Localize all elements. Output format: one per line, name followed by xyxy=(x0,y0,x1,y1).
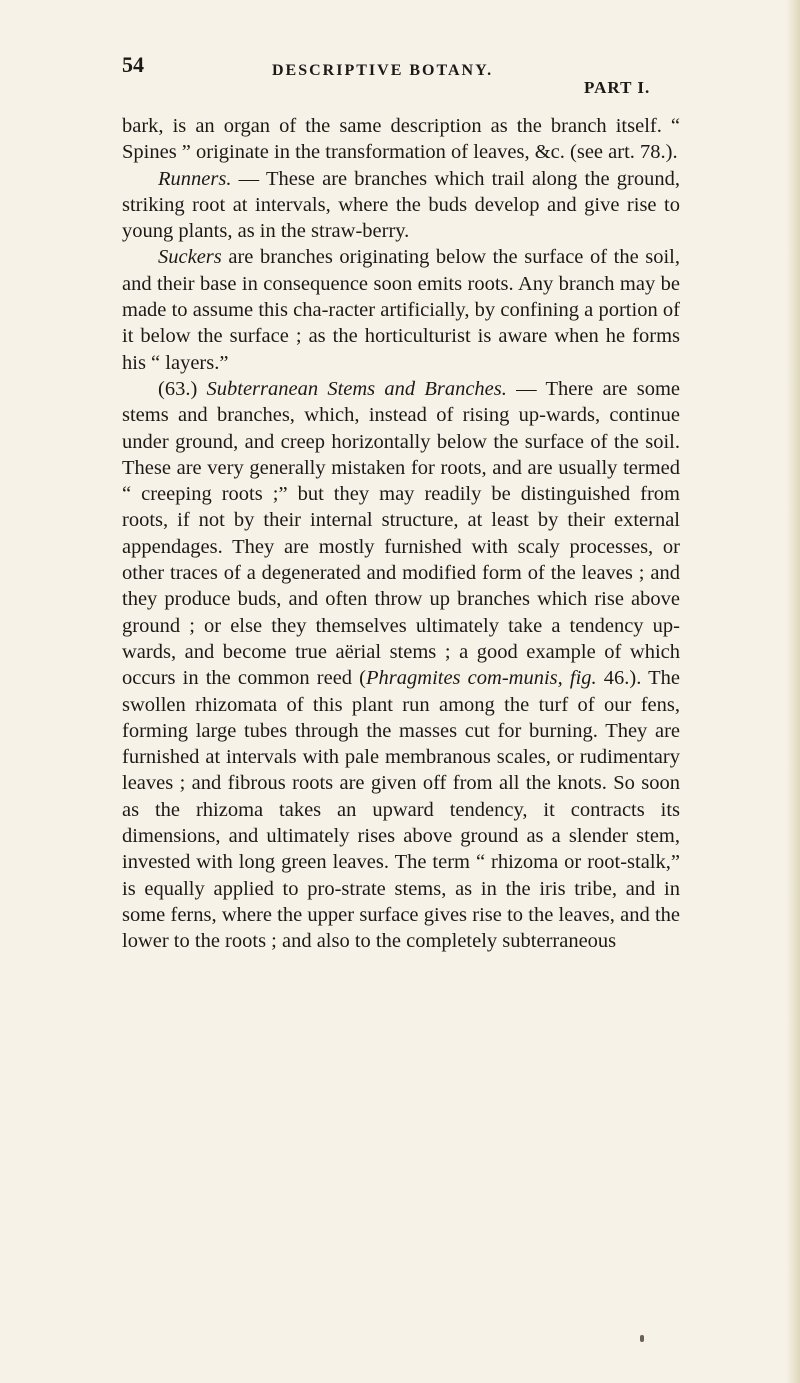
paragraph-text: — There are some stems and branches, which, instead of rising up-wards, continue under ground, and creep horizontally below the surface of the soil. These are very generally mistaken for roots, and are usually termed “ creeping roots ;” but they may readily be distinguished from roots, if not by their internal structure, at least by their external appendages. They are mostly furnished with scaly processes, or other traces of a degenerated and modified form of the leaves ; and they produce buds, and often throw up branches which rise above ground ; or else they themselves ultimately take a tendency up-wards, and become true aërial stems ; a good example of which occurs in the common reed ( xyxy=(122,377,680,690)
paragraph-text: 46.). The swollen rhizomata of this plant run among the turf of our fens, forming large tubes through the masses cut for burning. They are furnished at intervals with pale membranous scales, or rudimentary leaves ; and fibrous roots are given off from all the knots. So soon as the rhizoma takes an upward tendency, it contracts its dimensions, and ultimately rises above ground as a slender stem, invested with long green leaves. The term “ rhizoma or root-stalk,” is equally applied to pro-strate stems, as in the iris tribe, and in some ferns, where the upper surface gives rise to the leaves, and the lower to the roots ; and also to the completely subterraneous xyxy=(122,667,681,953)
paragraph-text: bark, is an organ of the same description as the branch itself. “ Spines ” originate in the transformation of leaves, &c. (see art. 78.). xyxy=(122,115,680,164)
paragraph-subterranean xyxy=(122,376,680,955)
paragraph-text: are branches originating below the surface of the soil, and their base in consequence soon emits roots. Any branch may be made to assume this cha-racter artificially, by confining a portion of it below the surface ; as the horticulturist is aware when he forms his “ layers.” xyxy=(122,246,680,374)
running-head: DESCRIPTIVE BOTANY. xyxy=(272,62,494,79)
page-edge-shading xyxy=(786,0,800,1383)
body-text xyxy=(122,113,680,955)
paragraph-suckers xyxy=(122,244,680,375)
article-number: (63.) xyxy=(158,377,207,400)
page-header xyxy=(122,52,651,97)
page-number: 54 xyxy=(122,52,144,77)
paragraph-text: — These are branches which trail along the ground, striking root at intervals, where the buds develop and give rise to young plants, as in the straw-berry. xyxy=(122,167,680,243)
species-name: Phragmites com-munis, fig. xyxy=(366,667,597,690)
term-suckers: Suckers xyxy=(158,246,222,269)
term-runners: Runners. xyxy=(158,167,232,190)
paragraph-bark xyxy=(122,113,680,166)
ink-speck xyxy=(640,1335,644,1342)
paragraph-runners xyxy=(122,166,680,245)
part-label: PART I. xyxy=(584,78,651,97)
term-subterranean: Subterranean Stems and Branches. xyxy=(206,377,507,400)
